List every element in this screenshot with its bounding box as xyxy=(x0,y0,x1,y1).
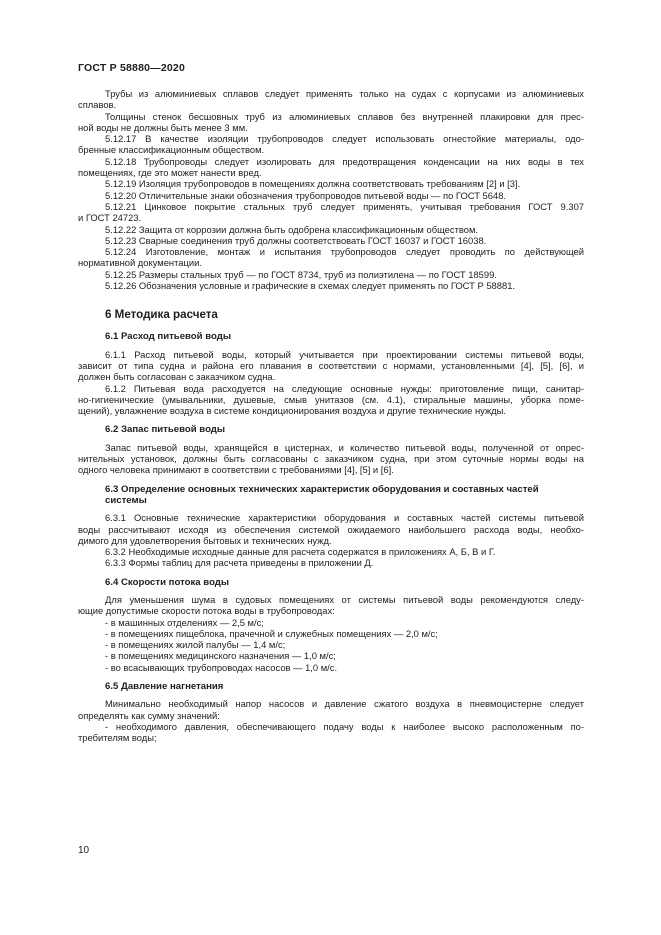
text-line: 5.12.24 Изготовление, монтаж и испытания трубопроводов следует проводить по действующей xyxy=(105,246,584,258)
text-line: Для уменьшения шума в судовых помещениях от системы питьевой воды рекомендуются следу- xyxy=(105,593,584,605)
text-line: 6.1.1 Расход питьевой воды, который учитывается при проектировании системы питьевой воды, xyxy=(105,348,584,360)
text-line: - в машинных отделениях — 2,5 м/с; xyxy=(105,616,264,628)
document-body xyxy=(78,88,584,744)
subsection-title: 6.2 Запас питьевой воды xyxy=(105,424,226,436)
text-line: 5.12.21 Цинковое покрытие стальных труб следует применять, учитывая требования ГОСТ 9.307 xyxy=(105,200,584,212)
subsection-body xyxy=(78,442,584,476)
subsection-body xyxy=(78,594,584,673)
subsection-title: 6.1 Расход питьевой воды xyxy=(105,331,232,343)
text-line: - в помещениях жилой палубы — 1,4 м/с; xyxy=(105,639,286,651)
text-line: одного человека принимают в соответствии с требованиями [4], [5] и [6]. xyxy=(78,464,394,476)
text-line: зависит от типа судна и района его плавания в соответствии с нормами, установленными [4], [5], [6], и xyxy=(78,359,584,371)
text-line: - во всасывающих трубопроводах насосов — 1,0 м/с. xyxy=(105,661,338,673)
text-line: 5.12.18 Трубопроводы следует изолировать для предотвращения конденсации на них воды в тех xyxy=(105,155,584,167)
text-line: 6.1.2 Питьевая вода расходуется на следующие основные нужды: приготовление пищи, санитар- xyxy=(105,382,584,394)
top-paragraphs xyxy=(78,88,584,291)
text-line: 5.12.23 Сварные соединения труб должны соответствовать ГОСТ 16037 и ГОСТ 16038. xyxy=(105,234,487,246)
text-line: нормативной документации. xyxy=(78,257,202,269)
text-line: 5.12.25 Размеры стальных труб — по ГОСТ 8734, труб из полиэтилена — по ГОСТ 18599. xyxy=(105,268,497,280)
text-line: должен быть согласован с заказчиком судна. xyxy=(78,371,276,383)
text-line: сплавов. xyxy=(78,99,117,111)
text-line: ющие допустимые скорости потока воды в трубопроводах: xyxy=(78,605,335,617)
text-line: - необходимого давления, обеспечивающего подачу воды к наиболее высоко расположенным по- xyxy=(105,720,584,732)
text-line: определять как сумму значений: xyxy=(78,709,220,721)
text-line: 5.12.19 Изоляция трубопроводов в помещениях должна соответствовать требованиям [2] и [3]. xyxy=(105,178,521,190)
text-line: но-гигиенические (умывальники, душевые, смыв унитазов (см. 4.1), стиральные машины, уборка поме- xyxy=(78,393,584,405)
text-line: Толщины стенок бесшовных труб из алюминиевых сплавов без внутренней плакировки для прес- xyxy=(105,110,584,122)
text-line: помещениях, где это может нанести вред. xyxy=(78,167,262,179)
text-line: Трубы из алюминиевых сплавов следует применять только на судах с корпусами из алюминиевых xyxy=(105,88,584,99)
document-header: ГОСТ Р 58880—2020 xyxy=(78,62,186,74)
text-line: 5.12.26 Обозначения условные и графические в схемах следует применять по ГОСТ Р 58881. xyxy=(105,280,516,292)
text-line: нительных установок, должны быть согласованы с заказчиком судна, при этом суточные нормы воды на xyxy=(78,453,584,465)
text-line: и ГОСТ 24723. xyxy=(78,212,142,224)
text-line: воды рассчитывают исходя из обеспечения системой ожидаемого наибольшего расхода воды, необхо- xyxy=(78,523,584,535)
text-line: 5.12.17 В качестве изоляции трубопроводов следует использовать огнестойкие материалы, одо- xyxy=(105,133,584,145)
subsection-body xyxy=(78,512,584,568)
subsection-title: 6.5 Давление нагнетания xyxy=(105,681,224,693)
text-line: 5.12.20 Отличительные знаки обозначения трубопроводов питьевой воды — по ГОСТ 5648. xyxy=(105,189,507,201)
section-title: 6 Методика расчета xyxy=(105,308,218,322)
subsection-title-continued: системы xyxy=(105,494,147,506)
text-line: Минимально необходимый напор насосов и давление сжатого воздуха в пневмоцистерне следует xyxy=(105,698,584,710)
text-line: 6.3.2 Необходимые исходные данные для расчета содержатся в приложениях А, Б, В и Г. xyxy=(105,546,496,558)
text-line: 5.12.22 Защита от коррозии должна быть одобрена классификационным обществом. xyxy=(105,223,479,235)
text-line: 6.3.1 Основные технические характеристики оборудования и составных частей системы питьевой xyxy=(105,512,584,524)
text-line: щений), увлажнение воздуха в системе кондиционирования воздуха и другие технические нужды. xyxy=(78,405,506,417)
subsection-title: 6.4 Скорости потока воды xyxy=(105,576,230,588)
subsection-title: 6.3 Определение основных технических характеристик оборудования и составных частей xyxy=(105,483,539,495)
text-line: ной воды не должны быть менее 3 мм. xyxy=(78,121,248,133)
text-line: димого для удовлетворения бытовых и технических нужд. xyxy=(78,534,332,546)
page-number: 10 xyxy=(78,845,90,856)
subsection-body xyxy=(78,698,584,743)
text-line: Запас питьевой воды, хранящейся в цистернах, и количество питьевой воды, полученной от опрес- xyxy=(105,441,584,453)
text-line: бренные классификационным обществом. xyxy=(78,144,265,156)
subsection-body xyxy=(78,349,584,417)
text-line: - в помещениях пищеблока, прачечной и служебных помещениях — 2,0 м/с; xyxy=(105,627,438,639)
text-line: требителям воды; xyxy=(78,732,157,744)
text-line: 6.3.3 Формы таблиц для расчета приведены в приложении Д. xyxy=(105,557,374,569)
text-line: - в помещениях медицинского назначения — 1,0 м/с; xyxy=(105,650,336,662)
